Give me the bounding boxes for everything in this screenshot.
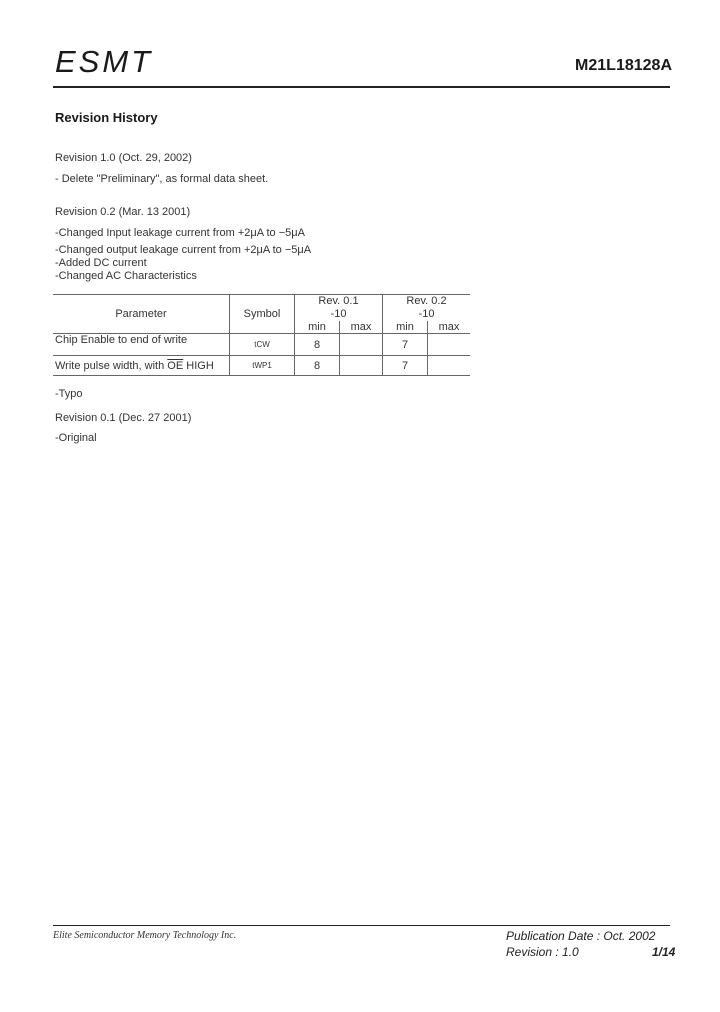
revision-0-1-heading: Revision 0.1 (Dec. 27 2001) bbox=[55, 412, 192, 424]
cell-symbol: tWP1 bbox=[230, 356, 295, 376]
cell-rev02-max bbox=[428, 356, 471, 376]
company-logo: ESMT bbox=[55, 44, 154, 79]
header-min: min bbox=[295, 321, 340, 334]
cell-rev02-min: 7 bbox=[383, 334, 428, 356]
revision-1-0-heading: Revision 1.0 (Oct. 29, 2002) bbox=[55, 152, 192, 164]
header-divider bbox=[53, 86, 670, 88]
cell-symbol: tCW bbox=[230, 334, 295, 356]
cell-parameter: Chip Enable to end of write bbox=[53, 334, 230, 356]
footer-company: Elite Semiconductor Memory Technology Inc. bbox=[53, 930, 237, 941]
footer-revision: Revision : 1.0 bbox=[506, 945, 579, 959]
cell-rev02-min: 7 bbox=[383, 356, 428, 376]
revision-0-2-item: -Changed output leakage current from +2μA to −5μA bbox=[55, 244, 312, 256]
header-min: min bbox=[383, 321, 428, 334]
cell-parameter bbox=[53, 356, 230, 376]
table-row bbox=[53, 334, 470, 356]
revision-0-2-item: -Changed AC Characteristics bbox=[55, 270, 197, 282]
table-row bbox=[53, 356, 470, 376]
page-number: 1/14 bbox=[652, 945, 676, 959]
footer-publication-date: Publication Date : Oct. 2002 bbox=[506, 929, 656, 943]
footer-divider bbox=[53, 925, 670, 926]
part-number: M21L18128A bbox=[575, 57, 672, 74]
header-symbol: Symbol bbox=[230, 295, 295, 334]
revision-0-1-item: -Original bbox=[55, 432, 97, 444]
header-max: max bbox=[428, 321, 471, 334]
revision-0-2-heading: Revision 0.2 (Mar. 13 2001) bbox=[55, 206, 191, 218]
revision-0-2-item: -Added DC current bbox=[55, 257, 147, 269]
revision-0-2-item: -Changed Input leakage current from +2μA to −5μA bbox=[55, 227, 305, 239]
header-rev01: Rev. 0.1 bbox=[295, 295, 383, 308]
parameter-text: HIGH bbox=[183, 359, 214, 372]
cell-rev01-max bbox=[340, 334, 383, 356]
revision-1-0-item: - Delete "Preliminary", as formal data sheet. bbox=[55, 173, 269, 185]
oe-signal: $\overline{OE}$ bbox=[167, 359, 184, 372]
parameter-text: Write pulse width, with bbox=[55, 359, 168, 372]
typo-note: -Typo bbox=[55, 388, 83, 400]
cell-rev01-min: 8 bbox=[295, 334, 340, 356]
page-title: Revision History bbox=[55, 110, 158, 125]
header-rev02-grade: -10 bbox=[383, 308, 471, 321]
header-max: max bbox=[340, 321, 383, 334]
ac-characteristics-table bbox=[53, 294, 470, 376]
cell-rev01-min: 8 bbox=[295, 356, 340, 376]
header-rev02: Rev. 0.2 bbox=[383, 295, 471, 308]
cell-rev01-max bbox=[340, 356, 383, 376]
header-rev01-grade: -10 bbox=[295, 308, 383, 321]
header-parameter: Parameter bbox=[53, 295, 230, 334]
cell-rev02-max bbox=[428, 334, 471, 356]
